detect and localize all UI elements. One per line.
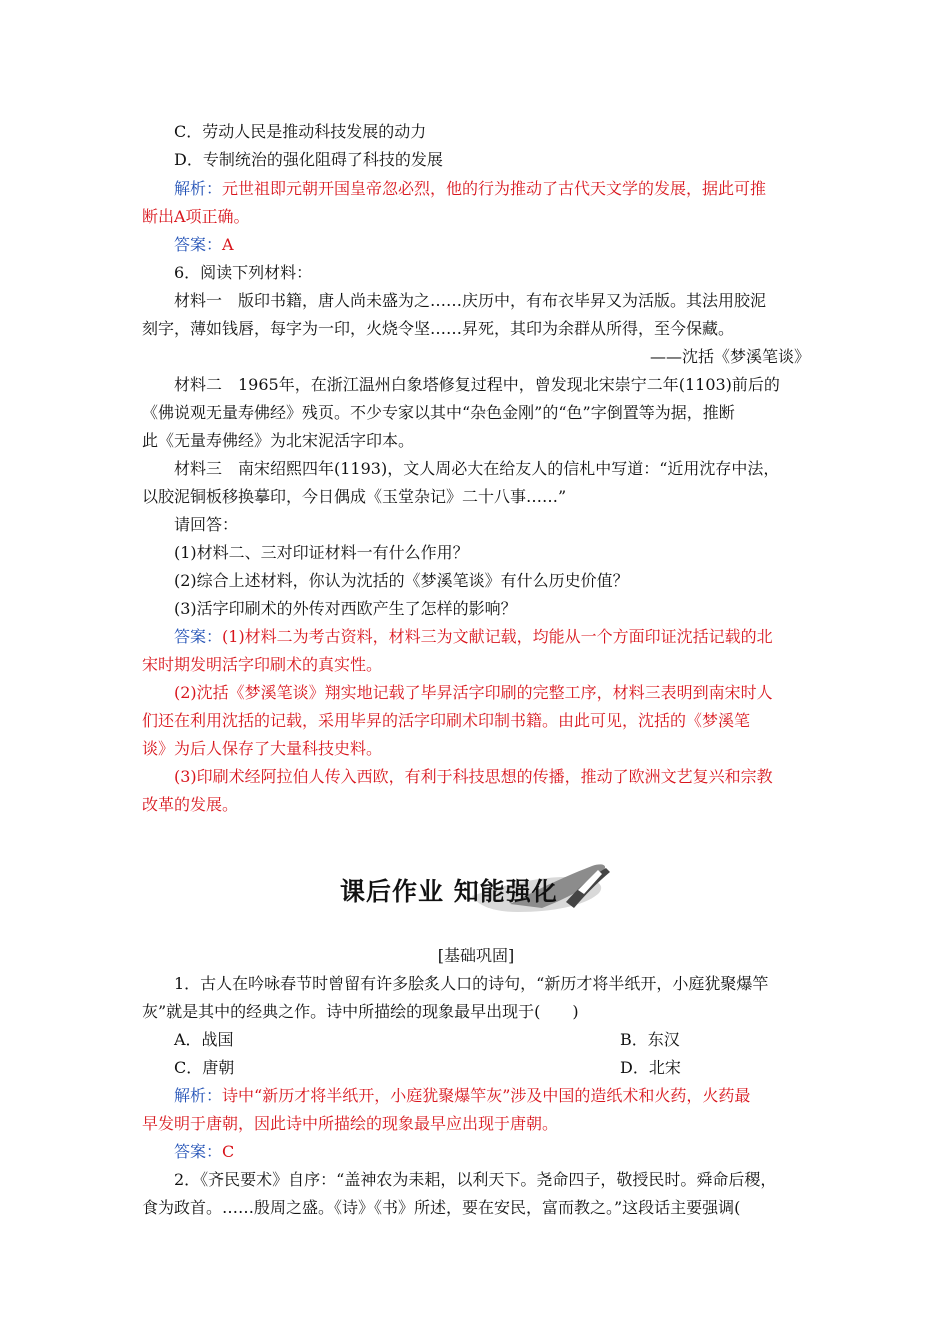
q1-answer xyxy=(174,1142,810,1162)
answer-value: A xyxy=(222,235,234,254)
option-d: D．专制统治的强化阻碍了科技的发展 xyxy=(174,150,443,169)
q6-answer-3-line-1: (3)印刷术经阿拉伯人传入西欧，有利于科技思想的传播，推动了欧洲文艺复兴和宗教 xyxy=(174,767,773,786)
material-3-line-1: 材料三 南宋绍熙四年(1193)，文人周必大在给友人的信札中写道：“近用沈存中法， xyxy=(174,459,780,478)
q1-line-2: 灰”就是其中的经典之作。诗中所描绘的现象最早出现于( ) xyxy=(142,1002,579,1021)
answer-value: C xyxy=(222,1142,235,1161)
q5-answer xyxy=(174,235,810,255)
q5-analysis-line-2: 断出A项正确。 xyxy=(142,207,250,226)
q2-line-2: 食为政首。……殷周之盛。《诗》《书》所述，要在安民，富而教之。”这段话主要强调( xyxy=(142,1198,741,1217)
q1-options-row-2 xyxy=(174,1058,810,1078)
q6-answer-1-line-1 xyxy=(174,627,810,647)
material-1-source: ——沈括《梦溪笔谈》 xyxy=(649,347,810,366)
q6-answer-2-line-3: 谈》为后人保存了大量科技史料。 xyxy=(142,739,383,758)
q6-answer-2-line-1: (2)沈括《梦溪笔谈》翔实地记载了毕昇活字印刷的完整工序，材料三表明到南宋时人 xyxy=(174,683,773,702)
ask-prompt: 请回答： xyxy=(174,515,239,534)
analysis-text: 诗中“新历才将半纸开，小庭犹聚爆竿灰”涉及中国的造纸术和火药，火药最 xyxy=(222,1086,751,1105)
analysis-label: 解析： xyxy=(174,179,223,198)
answer-label: 答案： xyxy=(174,1142,223,1161)
section-title: 课后作业 知能强化 xyxy=(340,877,558,906)
sub-question-3: (3)活字印刷术的外传对西欧产生了怎样的影响？ xyxy=(174,599,517,618)
q2-line-1: 2．《齐民要术》自序：“盖神农为耒耜，以利天下。尧命四子，敬授民时。舜命后稷， xyxy=(174,1170,777,1189)
answer-label: 答案： xyxy=(174,627,223,646)
section-banner xyxy=(322,856,622,922)
sub-question-1: (1)材料二、三对印证材料一有什么作用？ xyxy=(174,543,469,562)
analysis-text: 元世祖即元朝开国皇帝忽必烈，他的行为推动了古代天文学的发展，据此可推 xyxy=(222,179,767,198)
q1-line-1: 1．古人在吟咏春节时曾留有许多脍炙人口的诗句，“新历才将半纸开，小庭犹聚爆竿 xyxy=(174,974,769,993)
material-2-line-3: 此《无量寿佛经》为北宋泥活字印本。 xyxy=(142,431,415,450)
q5-analysis-line-1 xyxy=(174,179,810,199)
sub-section-heading: [基础巩固] xyxy=(437,946,515,965)
answer-text: (1)材料二为考古资料，材料三为文献记载，均能从一个方面印证沈括记载的北 xyxy=(222,627,773,646)
option-a: A．战国 xyxy=(174,1030,234,1049)
q1-analysis-line-1 xyxy=(174,1086,810,1106)
option-d: D．北宋 xyxy=(620,1058,681,1077)
option-c: C．劳动人民是推动科技发展的动力 xyxy=(174,122,427,141)
material-1-line-1: 材料一 版印书籍，唐人尚未盛为之……庆历中，有布衣毕昇又为活版。其法用胶泥 xyxy=(174,291,767,310)
option-b: B．东汉 xyxy=(620,1030,680,1049)
material-3-line-2: 以胶泥铜板移换摹印，今日偶成《玉堂杂记》二十八事……” xyxy=(142,487,567,506)
material-1-line-2: 刻字，薄如钱唇，每字为一印，火烧令坚……昇死，其印为余群从所得，至今保藏。 xyxy=(142,319,735,338)
q6-answer-2-line-2: 们还在利用沈括的记载，采用毕昇的活字印刷术印制书籍。由此可见，沈括的《梦溪笔 xyxy=(142,711,751,730)
q6-stem: 6．阅读下列材料： xyxy=(174,263,313,282)
sub-question-2: (2)综合上述材料，你认为沈括的《梦溪笔谈》有什么历史价值？ xyxy=(174,571,629,590)
material-2-line-2: 《佛说观无量寿佛经》残页。不少专家以其中“杂色金刚”的“色”字倒置等为据，推断 xyxy=(142,403,735,422)
q1-options-row-1 xyxy=(174,1030,810,1050)
q6-answer-3-line-2: 改革的发展。 xyxy=(142,795,239,814)
q6-answer-1-line-2: 宋时期发明活字印刷术的真实性。 xyxy=(142,655,383,674)
analysis-label: 解析： xyxy=(174,1086,223,1105)
q1-analysis-line-2: 早发明于唐朝，因此诗中所描绘的现象最早应出现于唐朝。 xyxy=(142,1114,559,1133)
material-2-line-1: 材料二 1965年，在浙江温州白象塔修复过程中，曾发现北宋崇宁二年(1103)前后的 xyxy=(174,375,780,394)
answer-label: 答案： xyxy=(174,235,223,254)
option-c: C．唐朝 xyxy=(174,1058,235,1077)
